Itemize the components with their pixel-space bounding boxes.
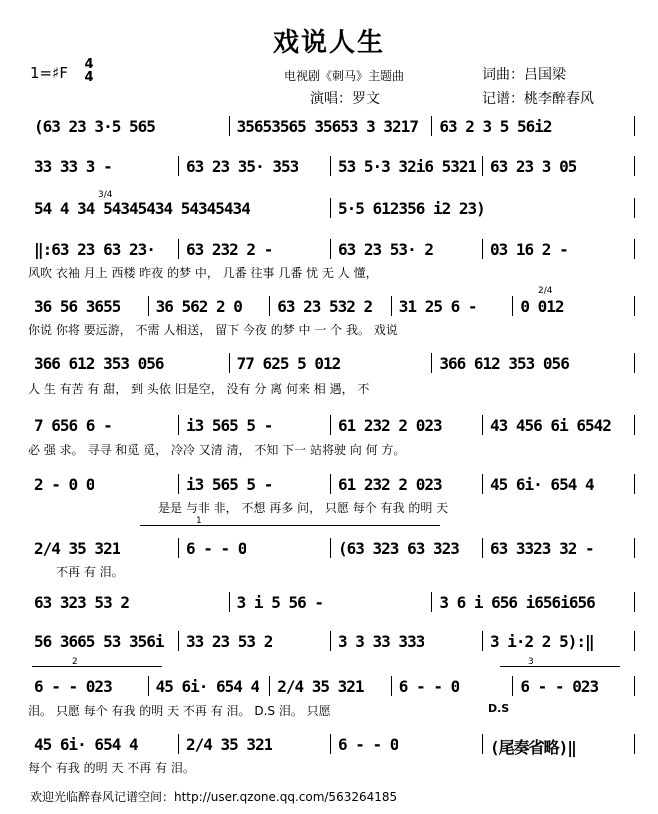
- score-bar: 56 3665 53 356i: [34, 632, 164, 651]
- score-row: [28, 535, 636, 559]
- barline: [330, 734, 331, 754]
- score-bar: 45 6i· 654 4: [155, 677, 260, 696]
- barline: [330, 198, 331, 218]
- score-bar: i3 565 5 -: [186, 475, 273, 494]
- barline: [330, 239, 331, 259]
- lyric-text: 必 强 求。 寻寻 和觅 觅， 冷冷 又清 清， 不知 下一 站将驶 向 何 方。: [28, 443, 406, 457]
- barline: [482, 474, 483, 494]
- score-bar: 2/4 35 321: [186, 735, 273, 754]
- score-bar: 61 232 2 023: [338, 416, 442, 435]
- lyric-text: 你说 你将 要远游， 不需 人相送， 留下 今夜 的梦 中 一 个 我。 戏说: [28, 323, 398, 337]
- lyric-text: 泪。 只愿 每个 有我 的明 天 不再 有 泪。 D.S 泪。 只愿: [28, 704, 331, 718]
- score-bar: 03 16 2 -: [490, 240, 568, 259]
- volta-bracket: [500, 666, 620, 667]
- lyric-text: 是是 与非 非， 不想 再多 问， 只愿 每个 有我 的明 天: [158, 501, 449, 515]
- barline: [178, 631, 179, 651]
- barline: [634, 676, 635, 696]
- score-bar: 45 6i· 654 4: [490, 475, 594, 494]
- score-bar: 3 i·2 2 5):‖: [490, 632, 594, 651]
- score-bar: 63 2 3 5 56i2: [439, 117, 552, 136]
- score-bar: 63 23 532 2: [277, 297, 373, 316]
- barline: [634, 239, 635, 259]
- barline: [330, 415, 331, 435]
- score-row: [28, 195, 636, 219]
- score-bar: 63 23 35· 353: [186, 157, 299, 176]
- score-row: [28, 153, 636, 177]
- barline: [178, 538, 179, 558]
- score-row: [28, 731, 636, 755]
- score-row: [28, 471, 636, 495]
- score-bar: 2/4 35 321: [277, 677, 364, 696]
- lyric-text: 风吹 衣袖 月上 西楼 昨夜 的梦 中， 几番 往事 几番 忧 无 人 懂，: [28, 266, 378, 280]
- score-row: [28, 628, 636, 652]
- barline: [634, 198, 635, 218]
- score-bar: 54 4 34 54345434 54345434: [34, 199, 250, 218]
- score-row: [28, 589, 636, 613]
- barline: [178, 239, 179, 259]
- composer-credit: 词曲：吕国梁: [482, 67, 566, 83]
- score-bar: 33 33 3 -: [34, 157, 112, 176]
- barline: [391, 296, 392, 316]
- score-bar: 6 - - 023: [34, 677, 112, 696]
- score-row: [28, 673, 636, 697]
- barline: [482, 415, 483, 435]
- score-bar: 63 232 2 -: [186, 240, 273, 259]
- score-bar: i3 565 5 -: [186, 416, 273, 435]
- score-bar: 31 25 6 -: [398, 297, 477, 316]
- score-bar: 63 23 3 05: [490, 157, 577, 176]
- time-signature-bottom: 4: [84, 70, 94, 85]
- barline: [148, 296, 149, 316]
- barline: [482, 631, 483, 651]
- score-bar: 366 612 353 056: [439, 354, 569, 373]
- barline: [634, 592, 635, 612]
- score-row: [28, 350, 636, 374]
- transcriber-credit: 记谱：桃李醉春风: [482, 91, 594, 107]
- barline: [269, 676, 270, 696]
- score-bar: 77 625 5 012: [236, 354, 341, 373]
- barline: [512, 676, 513, 696]
- barline: [634, 156, 635, 176]
- score-bar: 6 - - 0: [186, 539, 247, 558]
- barline: [229, 592, 230, 612]
- barline: [330, 156, 331, 176]
- score-bar: 33 23 53 2: [186, 632, 273, 651]
- barline: [634, 415, 635, 435]
- score-bar: 6 - - 0: [338, 735, 399, 754]
- score-bar: 2/4 35 321: [34, 539, 121, 558]
- barline: [178, 156, 179, 176]
- barline: [634, 296, 635, 316]
- score-row: [28, 412, 636, 436]
- barline: [482, 156, 483, 176]
- barline: [178, 415, 179, 435]
- score-bar: 63 3323 32 -: [490, 539, 594, 558]
- score-bar: 63 23 53· 2: [338, 240, 433, 259]
- score-bar: 3 6 i 656 i656i656: [439, 593, 595, 612]
- time-signature: [82, 58, 96, 84]
- score-bar: 2 - 0 0: [34, 475, 95, 494]
- lyric-text: 每个 有我 的明 天 不再 有 泪。: [28, 761, 195, 775]
- score-row: [28, 236, 636, 260]
- score-bar: 7 656 6 -: [34, 416, 112, 435]
- barline: [634, 474, 635, 494]
- score-bar: 0 012: [520, 297, 564, 316]
- score-bar: 63 323 53 2: [34, 593, 129, 612]
- score-bar: (63 23 3·5 565: [34, 117, 155, 136]
- score-bar: ‖:63 23 63 23·: [34, 240, 155, 259]
- barline: [148, 676, 149, 696]
- lyric-text: 不再 有 泪。: [56, 565, 124, 579]
- score-bar: 35653565 35653 3 3217: [236, 117, 418, 136]
- meter-change: 3/4: [98, 190, 113, 200]
- time-signature-top: 4: [84, 57, 94, 72]
- barline: [431, 592, 432, 612]
- score-bar: 366 612 353 056: [34, 354, 164, 373]
- score-bar: 5·5 612356 i2 23): [338, 199, 485, 218]
- volta-bracket: [140, 525, 440, 526]
- score-bar: 36 56 3655: [34, 297, 121, 316]
- barline: [330, 631, 331, 651]
- barline: [391, 676, 392, 696]
- score-bar: 3 i 5 56 -: [236, 593, 323, 612]
- song-title: 戏说人生: [272, 28, 385, 58]
- score-bar: (尾奏省略)‖: [490, 738, 576, 757]
- barline: [229, 353, 230, 373]
- barline: [634, 116, 635, 136]
- volta-number: 2: [72, 657, 78, 667]
- barline: [229, 116, 230, 136]
- score-bar: 43 456 6i 6542: [490, 416, 611, 435]
- score-row: [28, 293, 636, 317]
- barline: [634, 538, 635, 558]
- key-signature: 1=♯F: [30, 64, 68, 82]
- score-bar: 6 - - 0: [398, 677, 460, 696]
- song-subtitle: 电视剧《刺马》主题曲: [284, 69, 405, 83]
- meter-change: 2/4: [538, 286, 553, 296]
- barline: [431, 353, 432, 373]
- score-bar: 53 5·3 32i6 5321: [338, 157, 477, 176]
- volta-number: 1: [196, 516, 202, 526]
- score-bar: 6 - - 023: [520, 677, 599, 696]
- score-bar: 36 562 2 0: [155, 297, 242, 316]
- score-bar: 45 6i· 654 4: [34, 735, 138, 754]
- score-row: [28, 113, 636, 137]
- barline: [431, 116, 432, 136]
- score-bar: 3 3 33 333: [338, 632, 425, 651]
- barline: [269, 296, 270, 316]
- score-bar: (63 323 63 323: [338, 539, 459, 558]
- barline: [178, 474, 179, 494]
- footer-credit: 欢迎光临醉春风记谱空间：http://user.qzone.qq.com/563264185: [30, 790, 398, 804]
- singer-credit: 演唱：罗文: [310, 91, 380, 107]
- barline: [512, 296, 513, 316]
- barline: [482, 734, 483, 754]
- barline: [178, 734, 179, 754]
- barline: [634, 631, 635, 651]
- barline: [634, 734, 635, 754]
- volta-bracket: [32, 666, 162, 667]
- volta-number: 3: [528, 657, 534, 667]
- score-bar: 61 232 2 023: [338, 475, 442, 494]
- barline: [482, 239, 483, 259]
- barline: [330, 538, 331, 558]
- lyric-text: 人 生 有苦 有 甜， 到 头依 旧是空， 没有 分 离 何来 相 遇， 不: [28, 382, 370, 396]
- barline: [634, 353, 635, 373]
- ds-mark: D.S: [488, 702, 510, 715]
- barline: [482, 538, 483, 558]
- barline: [330, 474, 331, 494]
